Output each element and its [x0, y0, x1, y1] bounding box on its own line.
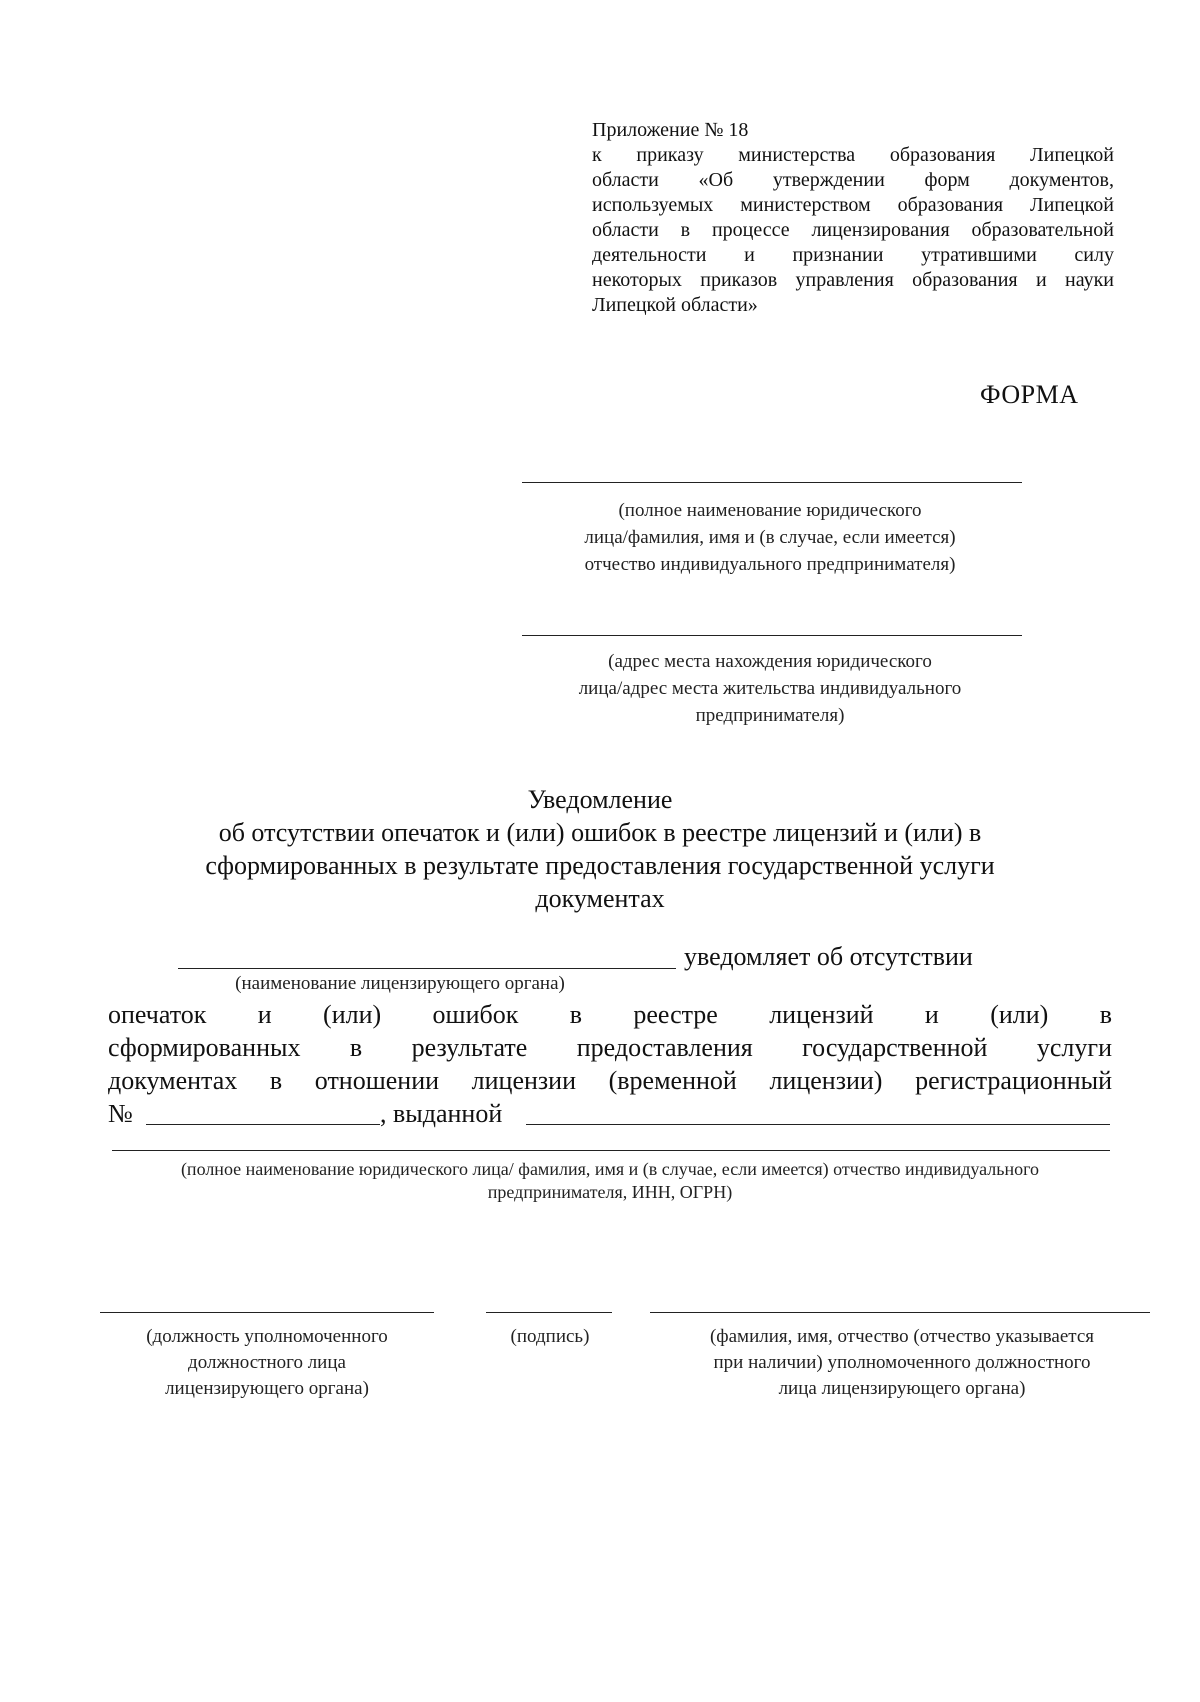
licensee-caption — [100, 1158, 1120, 1204]
appendix-line: Липецкой области» — [592, 294, 758, 316]
licensing-organ-line[interactable] — [178, 968, 676, 969]
caption-line: (должность уполномоченного — [146, 1326, 388, 1347]
caption-line: лица/фамилия, имя и (в случае, если имеется) — [584, 527, 956, 548]
caption-line: предпринимателя, ИНН, ОГРН) — [487, 1182, 733, 1202]
fio-line[interactable] — [650, 1312, 1150, 1313]
fio-caption — [662, 1324, 1142, 1402]
document-subtitle: документах — [535, 884, 665, 913]
number-sign: № — [108, 1099, 133, 1128]
appendix-line: области «Об утверждении форм документов, — [592, 169, 1114, 191]
caption-line: лица лицензирующего органа) — [778, 1378, 1026, 1399]
signature-line[interactable] — [486, 1312, 612, 1313]
body-text-line: документах в отношении лицензии (временной лицензии) регистрационный — [108, 1066, 1112, 1095]
caption-line: отчество индивидуального предпринимателя) — [584, 554, 956, 575]
position-line[interactable] — [100, 1312, 434, 1313]
notifies-text: уведомляет об отсутствии — [684, 942, 973, 971]
body-text-line: сформированных в результате предоставления государственной услуги — [108, 1033, 1112, 1062]
signature-caption: (подпись) — [510, 1326, 590, 1347]
appendix-line: к приказу министерства образования Липецкой — [592, 144, 1114, 166]
recipient-name-line[interactable] — [522, 482, 1022, 483]
document-subtitle: сформированных в результате предоставления государственной услуги — [205, 851, 995, 880]
appendix-line: деятельности и признании утратившими силу — [592, 244, 1114, 266]
caption-line: предпринимателя) — [695, 705, 845, 726]
recipient-address-line[interactable] — [522, 635, 1022, 636]
recipient-name-caption — [500, 497, 1040, 578]
appendix-line: области в процессе лицензирования образовательной — [592, 219, 1114, 241]
form-label: ФОРМА — [980, 380, 1079, 409]
caption-line: при наличии) уполномоченного должностного — [713, 1352, 1091, 1373]
document-title: Уведомление — [527, 785, 673, 814]
licensing-organ-caption: (наименование лицензирующего органа) — [235, 973, 565, 994]
position-caption — [100, 1324, 434, 1402]
body-text-line: опечаток и (или) ошибок в реестре лицензий и (или) в — [108, 1000, 1112, 1029]
appendix-line: Приложение № 18 — [592, 119, 749, 141]
caption-line: (фамилия, имя, отчество (отчество указывается — [709, 1326, 1095, 1347]
issued-to-line[interactable] — [526, 1124, 1110, 1125]
registration-number-line[interactable] — [146, 1124, 380, 1125]
issued-text: , выданной — [380, 1099, 503, 1128]
caption-line: (полное наименование юридического лица/ фамилия, имя и (в случае, если имеется) отчество индивидуального — [180, 1159, 1040, 1179]
appendix-line: некоторых приказов управления образования и науки — [592, 269, 1114, 291]
appendix-line: используемых министерством образования Липецкой — [592, 194, 1114, 216]
licensee-line[interactable] — [112, 1150, 1110, 1151]
caption-line: (полное наименование юридического — [618, 500, 922, 521]
caption-line: должностного лица — [188, 1352, 346, 1373]
recipient-address-caption — [500, 648, 1040, 729]
appendix-header — [592, 118, 1114, 318]
caption-line: лица/адрес места жительства индивидуального — [578, 678, 962, 699]
caption-line: (адрес места нахождения юридического — [608, 651, 932, 672]
caption-line: лицензирующего органа) — [165, 1378, 369, 1399]
document-subtitle: об отсутствии опечаток и (или) ошибок в реестре лицензий и (или) в — [218, 818, 982, 847]
